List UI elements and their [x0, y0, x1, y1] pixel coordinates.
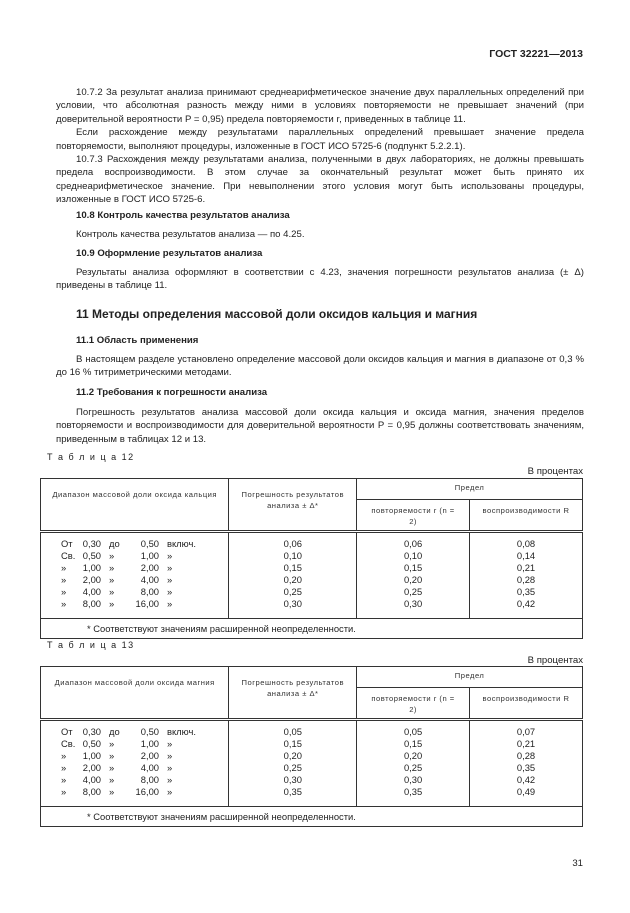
header-range: Диапазон массовой доли оксида магния [41, 667, 229, 720]
cell-value: 0,25 [283, 586, 302, 597]
cell-value: 0,21 [516, 562, 536, 573]
cell-value: 0,30 [283, 598, 302, 609]
cell-value: 0,25 [403, 762, 423, 773]
table-body-row [41, 720, 583, 807]
text-10-9: Результаты анализа оформляют в соответствии с 4.23, значения погрешности результатов анализа (± Δ) приведены в таблице 11. [56, 267, 584, 292]
cell-value: 0,49 [516, 786, 536, 797]
header-error: Погрешность результатов анализа ± Δ* [229, 667, 357, 720]
header-error: Погрешность результатов анализа ± Δ* [229, 479, 357, 532]
range-row: » 4,00 » 8,00 » [61, 586, 173, 597]
paragraph: 10.7.3 Расхождения между результатами анализа, полученными в двух лабораториях, не должны превышать предела воспроизводимости. В этом случае за окончательный результат может быть принято их среднеарифметическое значение. При невыполнении этого условия могут быть использованы процедуры, изложенные в ГОСТ ИСО 5725-6. [56, 154, 584, 206]
table-caption: Т а б л и ц а 13 [47, 640, 135, 650]
text-11-2: Погрешность результатов анализа массовой доли оксида кальция и оксида магния, значения пределов повторяемости и воспроизводимости для доверительной вероятности P = 0,95 должны соответствовать значениям, приведенным в таблицах 12 и 13. [56, 407, 584, 445]
range-row: » 2,00 » 4,00 » [61, 762, 173, 773]
range-row: » 1,00 » 2,00 » [61, 562, 173, 573]
heading-11: 11 Методы определения массовой доли оксидов кальция и магния [76, 307, 478, 321]
cell-value: 0,20 [403, 750, 423, 761]
page-number: 31 [572, 858, 583, 869]
text-10-8: Контроль качества результатов анализа — по 4.25. [76, 229, 305, 240]
cell-value: 0,06 [403, 538, 423, 549]
table-unit: В процентах [527, 655, 583, 666]
data-table [40, 478, 583, 639]
cell-value: 0,35 [283, 786, 302, 797]
error-column [229, 720, 357, 807]
cell-value: 0,06 [283, 538, 302, 549]
range-row: Св. 0,50 » 1,00 » [61, 550, 173, 561]
cell-value: 0,28 [516, 574, 536, 585]
cell-value: 0,21 [516, 738, 536, 749]
header-limit: Предел [357, 479, 583, 500]
cell-value: 0,35 [516, 586, 536, 597]
table-unit: В процентах [527, 466, 583, 477]
cell-value: 0,08 [516, 538, 536, 549]
cell-value: 0,20 [403, 574, 423, 585]
header-reproducibility: воспроизводимости R [470, 688, 583, 720]
cell-value: 0,15 [283, 562, 302, 573]
reproducibility-column [470, 532, 583, 619]
cell-value: 0,35 [516, 762, 536, 773]
heading-10-9: 10.9 Оформление результатов анализа [76, 248, 263, 259]
paragraph: 10.7.2 За результат анализа принимают среднеарифметическое значение двух параллельных определений при условии, что абсолютная разность между ними в условиях повторяемости не превышает значений (при доверительной вероятности P = 0,95) предела повторяемости r, приведенных в таблице 11. [56, 87, 584, 125]
text-11-2-wrap [56, 406, 584, 446]
cell-value: 0,15 [403, 562, 423, 573]
cell-value: 0,07 [516, 726, 536, 737]
document-header: ГОСТ 32221—2013 [489, 48, 583, 60]
paragraph: Если расхождение между результатами параллельных определений превышает значение предела повторяемости, выполняют процедуры, изложенные в ГОСТ ИСО 5725-6 (подпункт 5.2.2.1). [56, 127, 584, 152]
range-column [41, 532, 229, 619]
repeatability-column [357, 532, 470, 619]
header-repeatability: повторяемости r (n = 2) [357, 500, 470, 532]
cell-value: 0,42 [516, 598, 536, 609]
cell-value: 0,20 [283, 750, 302, 761]
table-footnote: * Соответствуют значениям расширенной неопределенности. [41, 807, 583, 827]
range-row: Св. 0,50 » 1,00 » [61, 738, 173, 749]
range-row: » 1,00 » 2,00 » [61, 750, 173, 761]
header-limit: Предел [357, 667, 583, 688]
header-reproducibility: воспроизводимости R [470, 500, 583, 532]
cell-value: 0,14 [516, 550, 536, 561]
header-repeatability: повторяемости r (n = 2) [357, 688, 470, 720]
range-row: » 2,00 » 4,00 » [61, 574, 173, 585]
heading-11-1: 11.1 Область применения [76, 335, 199, 346]
cell-value: 0,28 [516, 750, 536, 761]
cell-value: 0,05 [283, 726, 302, 737]
cell-value: 0,25 [283, 762, 302, 773]
repeatability-column [357, 720, 470, 807]
cell-value: 0,05 [403, 726, 423, 737]
table-caption: Т а б л и ц а 12 [47, 452, 135, 462]
range-row: От 0,30 до 0,50 включ. [61, 726, 196, 737]
cell-value: 0,30 [283, 774, 302, 785]
table-footnote: * Соответствуют значениям расширенной неопределенности. [41, 619, 583, 639]
data-table [40, 666, 583, 827]
cell-value: 0,15 [283, 738, 302, 749]
cell-value: 0,35 [403, 786, 423, 797]
cell-value: 0,10 [283, 550, 302, 561]
range-row: » 4,00 » 8,00 » [61, 774, 173, 785]
range-row: От 0,30 до 0,50 включ. [61, 538, 196, 549]
cell-value: 0,42 [516, 774, 536, 785]
cell-value: 0,20 [283, 574, 302, 585]
text-11-1-wrap [56, 353, 584, 380]
heading-11-2: 11.2 Требования к погрешности анализа [76, 387, 268, 398]
range-row: » 8,00 » 16,00 » [61, 786, 173, 797]
cell-value: 0,30 [403, 598, 423, 609]
text-11-1: В настоящем разделе установлено определение массовой доли оксидов кальция и магния в диапазоне от 0,3 % до 16 % титриметрическими методами. [56, 354, 584, 379]
text-10-9-wrap [56, 266, 584, 293]
header-range: Диапазон массовой доли оксида кальция [41, 479, 229, 532]
section-10-7-text [56, 86, 584, 207]
cell-value: 0,15 [403, 738, 423, 749]
range-column [41, 720, 229, 807]
cell-value: 0,30 [403, 774, 423, 785]
reproducibility-column [470, 720, 583, 807]
heading-10-8: 10.8 Контроль качества результатов анализа [76, 210, 290, 221]
cell-value: 0,25 [403, 586, 423, 597]
cell-value: 0,10 [403, 550, 423, 561]
range-row: » 8,00 » 16,00 » [61, 598, 173, 609]
error-column [229, 532, 357, 619]
table-body-row [41, 532, 583, 619]
